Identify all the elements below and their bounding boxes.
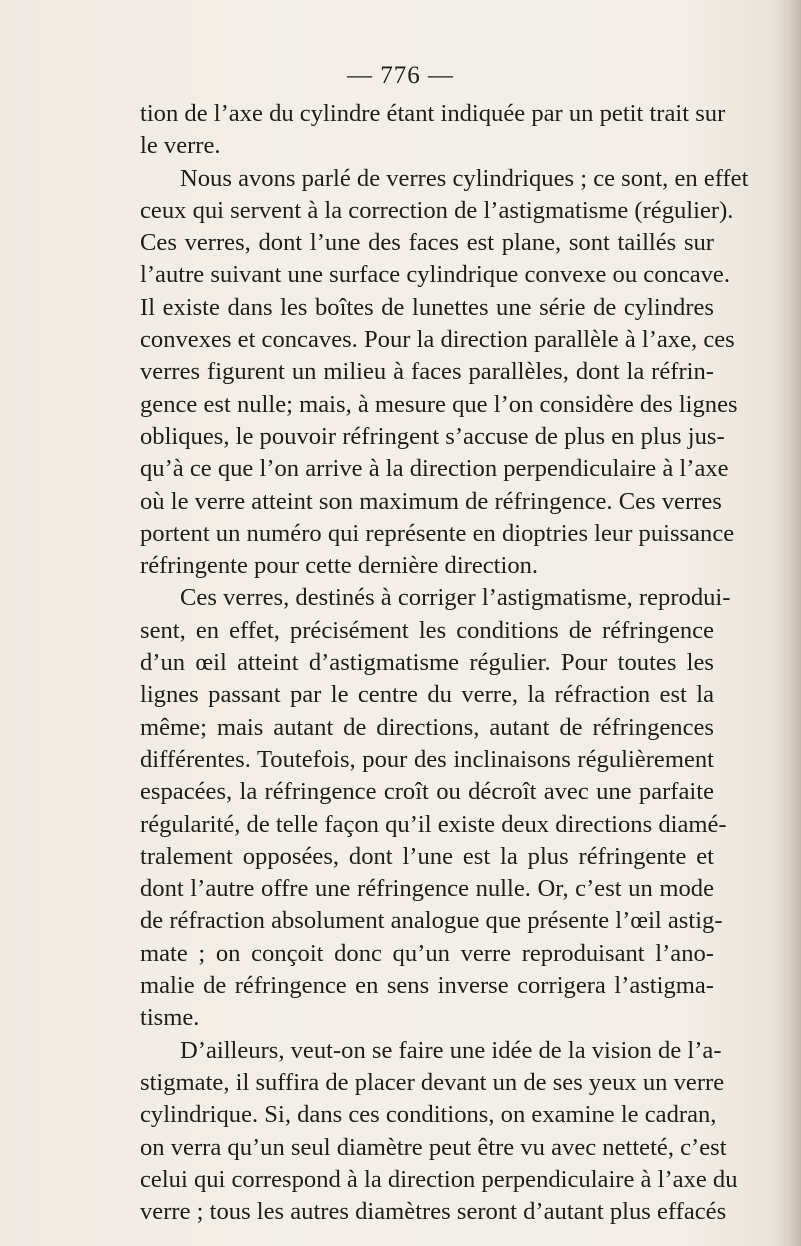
text-line: Il existe dans les boîtes de lunettes une série de cylindres: [140, 293, 714, 321]
text-line: tion de l’axe du cylindre étant indiquée par un petit trait sur: [140, 100, 726, 127]
text-line: dont l’autre offre une réfringence nulle. Or, c’est un mode: [140, 875, 714, 903]
text-line: cylindrique. Si, dans ces conditions, on examine le cadran,: [140, 1101, 717, 1129]
text-line: sent, en effet, précisément les conditions de réfringence: [140, 616, 714, 644]
text-line: différentes. Toutefois, pour des inclinaisons régulièrement: [140, 745, 714, 773]
text-line: d’un œil atteint d’astigmatisme régulier. Pour toutes les: [140, 649, 714, 677]
text-line: espacées, la réfringence croît ou décroît avec une parfaite: [140, 778, 714, 806]
text-line: tralement opposées, dont l’une est la plus réfringente et: [140, 842, 714, 870]
text-line: malie de réfringence en sens inverse corrigera l’astigma-: [140, 972, 714, 1000]
text-line: obliques, le pouvoir réfringent s’accuse de plus en plus jus-: [140, 422, 725, 450]
page-edge-shadow: [771, 0, 801, 1246]
text-line: verres figurent un milieu à faces parallèles, dont la réfrin-: [140, 358, 714, 386]
text-line: convexes et concaves. Pour la direction parallèle à l’axe, ces: [140, 326, 735, 354]
text-line: Ces verres, dont l’une des faces est plane, sont taillés sur: [140, 229, 714, 257]
text-line: qu’à ce que l’on arrive à la direction perpendiculaire à l’axe: [140, 455, 729, 483]
text-line: où le verre atteint son maximum de réfringence. Ces verres: [140, 487, 722, 515]
text-line: portent un numéro qui représente en dioptries leur puissance: [140, 519, 735, 547]
text-line: ceux qui servent à la correction de l’astigmatisme (régulier).: [140, 196, 734, 224]
text-line: Nous avons parlé de verres cylindriques ; ce sont, en effet: [180, 164, 749, 192]
text-line: Ces verres, destinés à corriger l’astigmatisme, reprodui-: [180, 584, 731, 612]
text-line: celui qui correspond à la direction perpendiculaire à l’axe du: [140, 1165, 738, 1193]
text-line: stigmate, il suffira de placer devant un de ses yeux un verre: [140, 1068, 725, 1096]
text-line: régularité, de telle façon qu’il existe deux directions diamé-: [140, 810, 727, 838]
text-line: tisme.: [140, 1004, 200, 1032]
text-line: mate ; on conçoit donc qu’un verre reproduisant l’ano-: [140, 939, 714, 967]
text-line: l’autre suivant une surface cylindrique convexe ou concave.: [140, 261, 730, 289]
text-line: réfringente pour cette dernière direction.: [140, 552, 539, 580]
body-text: [140, 98, 749, 1228]
text-line: gence est nulle; mais, à mesure que l’on considère des lignes: [140, 390, 738, 418]
text-line: lignes passant par le centre du verre, la réfraction est la: [140, 681, 714, 709]
page-number-header: — 776 —: [347, 62, 454, 89]
text-line: verre ; tous les autres diamètres seront d’autant plus effacés: [140, 1198, 727, 1226]
text-line: même; mais autant de directions, autant de réfringences: [140, 713, 714, 741]
text-line: on verra qu’un seul diamètre peut être vu avec netteté, c’est: [140, 1133, 727, 1161]
text-line: le verre.: [140, 132, 221, 160]
text-line: D’ailleurs, veut-on se faire une idée de la vision de l’a-: [180, 1036, 722, 1064]
text-line: de réfraction absolument analogue que présente l’œil astig-: [140, 907, 723, 935]
